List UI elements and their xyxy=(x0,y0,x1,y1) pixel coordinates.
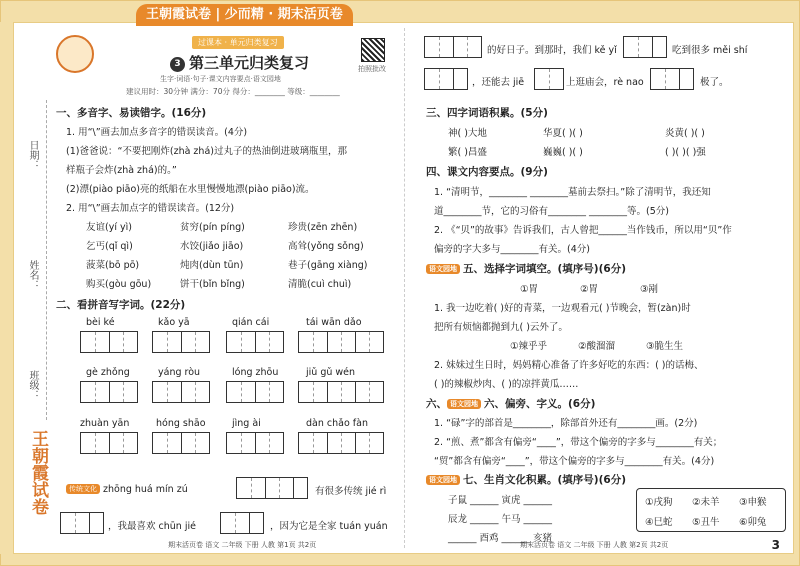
s6q2b: “贸”都含有偏旁“____”，带这个偏旁的字多与________有关。(4分) xyxy=(434,456,715,467)
writing-grid[interactable] xyxy=(60,512,104,534)
side-name-label: 姓名： xyxy=(27,260,38,290)
pinyin-label: zhuàn yān xyxy=(80,418,130,429)
writing-grid[interactable] xyxy=(298,432,384,454)
tradition-tag: 传统文化 xyxy=(66,484,100,494)
writing-grid[interactable] xyxy=(226,381,284,403)
reading-item: 高耸(yǒng sǒng) xyxy=(288,241,364,252)
zodiac-row: ______ 酉鸡 ______ 亥猪 xyxy=(448,533,553,544)
s6-title: 六、偏旁、字义。(6分) xyxy=(484,398,596,410)
page-number: 3 xyxy=(771,538,780,552)
pinyin-label: qián cái xyxy=(232,317,270,328)
s5q1b: 把所有烦恼都抛到九( )云外了。 xyxy=(434,322,568,333)
brand-calligraphy: 王朝霞试卷 xyxy=(28,430,48,515)
section-2-heading: 二、看拼音写字词。(22分) xyxy=(56,299,186,311)
writing-grid[interactable] xyxy=(298,331,384,353)
zodiac-row: 辰龙 ______ 午马 ______ xyxy=(448,514,553,525)
q1-a2: 样瓶子会炸(zhà zhá)的。” xyxy=(66,165,177,176)
r0b3: 极了。 xyxy=(700,77,729,88)
idiom-item: ( )( )( )强 xyxy=(665,147,706,158)
writing-grid[interactable] xyxy=(424,68,468,90)
q2-prompt: 2. 用“\”画去加点字的错误读音。(12分) xyxy=(66,203,235,214)
s5q2b: ( )的辣椒炒肉、( )的凉拌黄瓜…… xyxy=(434,379,579,390)
option: ⑥卯兔 xyxy=(739,517,767,528)
r0a2: 吃到很多 měi shí xyxy=(672,45,748,56)
s4q1b: 道________节，它的习俗有________ ________等。(5分) xyxy=(434,206,669,217)
s4q1: 1. “清明节，________ ________墓前去祭扫。”除了清明节，我还知 xyxy=(434,187,711,198)
pinyin-label: bèi ké xyxy=(86,317,115,328)
page-title xyxy=(170,52,309,73)
s6-title-pre: 六、 xyxy=(426,398,447,410)
reading-item: 炖肉(dùn tūn) xyxy=(180,260,244,271)
pinyin-label: jìng ài xyxy=(232,418,261,429)
r0b: ，还能去 jiē xyxy=(472,77,525,88)
pinyin-label: lóng zhōu xyxy=(232,367,279,378)
section-6-heading xyxy=(426,396,595,411)
s4q2: 2. 《“贝”的故事》告诉我们，古人曾把______当作钱币，所以用“贝”作 xyxy=(434,225,732,236)
writing-grid[interactable] xyxy=(226,331,284,353)
q1-b: (2)漂(piào piāo)亮的纸船在水里慢慢地漂(piào piāo)流。 xyxy=(66,184,315,195)
option: ②酸溜溜 xyxy=(578,341,616,352)
q1-prompt: 1. 用“\”画去加点多音字的错误读音。(4分) xyxy=(66,127,248,138)
idiom-item: 神( )大地 xyxy=(448,128,487,139)
meta-line: 建议用时：30分钟 满分：70分 得分：________ 等级：________ xyxy=(126,87,340,96)
s7-tag: 语文园地 xyxy=(426,475,460,485)
option: ③脆生生 xyxy=(646,341,684,352)
option: ③申猴 xyxy=(739,497,767,508)
r0a: 的好日子。到那时，我们 kě yǐ xyxy=(487,45,617,56)
pinyin-label: gè zhǒng xyxy=(86,367,130,378)
zodiac-row: 子鼠 ______ 寅虎 ______ xyxy=(448,495,553,506)
section-4-heading: 四、课文内容要点。(9分) xyxy=(426,166,548,178)
writing-grid[interactable] xyxy=(152,331,210,353)
s6q1: 1. “碌”字的部首是________，除部首外还有________画。(2分) xyxy=(434,418,698,429)
tradition-after: 有很多传统 jié rì xyxy=(315,486,387,497)
section-1-heading: 一、多音字、易读错字。(16分) xyxy=(56,107,207,119)
q1-a: (1)爸爸说：“不要把刚炸(zhà zhá)过丸子的热油倒进玻璃瓶里，那 xyxy=(66,146,347,157)
title-text: 第三单元归类复习 xyxy=(189,54,310,72)
option: ①辣乎乎 xyxy=(510,341,548,352)
idiom-item: 华夏( )( ) xyxy=(543,128,583,139)
side-date-label: 日期： xyxy=(27,140,38,170)
tradition-line xyxy=(66,484,188,495)
tradition-pinyin: zhōng huá mín zú xyxy=(103,484,188,495)
section-5-heading xyxy=(426,261,626,276)
pinyin-label: hóng shāo xyxy=(156,418,206,429)
pinyin-label: yáng ròu xyxy=(158,367,201,378)
reading-item: 饼干(bǐn bǐng) xyxy=(180,279,245,290)
s4q2b: 偏旁的字大多与________有关。(4分) xyxy=(434,244,590,255)
writing-grid[interactable] xyxy=(220,512,264,534)
reading-item: 珍贵(zēn zhēn) xyxy=(288,222,358,233)
last-line: ，我最喜欢 chūn jié xyxy=(108,521,196,532)
writing-grid[interactable] xyxy=(650,68,694,90)
pinyin-label: kǎo yā xyxy=(158,317,190,328)
section-7-heading xyxy=(426,472,626,487)
reading-item: 乞丐(qǐ qì) xyxy=(86,241,133,252)
writing-grid[interactable] xyxy=(152,381,210,403)
option: ①戌狗 xyxy=(645,497,673,508)
writing-grid[interactable] xyxy=(534,68,564,90)
reading-item: 贫穷(pín píng) xyxy=(180,222,245,233)
idiom-item: 繁( )昌盛 xyxy=(448,147,487,158)
reading-item: 清脆(cuì chuì) xyxy=(288,279,352,290)
reading-item: 友谊(yí yì) xyxy=(86,222,132,233)
qr-code-icon xyxy=(361,38,385,62)
writing-grid[interactable] xyxy=(424,36,482,58)
r0b2: 上逛庙会，rè nao xyxy=(566,77,644,88)
qr-label: 拍照批改 xyxy=(358,65,386,73)
s5-tag: 语文园地 xyxy=(426,264,460,274)
s5q2: 2. 妹妹过生日时，妈妈精心准备了许多好吃的东西：( )的话梅、 xyxy=(434,360,704,371)
writing-grid[interactable] xyxy=(298,381,384,403)
title-number: 3 xyxy=(170,57,185,72)
brand-banner: 王朝霞试卷 | 少而精 · 期末活页卷 xyxy=(136,4,353,26)
writing-grid[interactable] xyxy=(80,381,138,403)
writing-grid[interactable] xyxy=(80,432,138,454)
left-strip xyxy=(0,22,13,554)
s6-tag: 语文园地 xyxy=(447,399,481,409)
option: ④巳蛇 xyxy=(645,517,673,528)
right-footer: 期末活页卷 语文 二年级 下册 人教 第2页 共2页 xyxy=(520,541,669,549)
idiom-item: 炎黄( )( ) xyxy=(665,128,705,139)
idiom-item: 巍巍( )( ) xyxy=(543,147,583,158)
brand-logo xyxy=(56,35,96,75)
reading-item: 购买(gòu gōu) xyxy=(86,279,152,290)
last-after: ，因为它是全家 tuán yuán xyxy=(270,521,388,532)
s5q1: 1. 我一边吃着( )好的青菜，一边观看元( )节晚会，暂(zàn)时 xyxy=(434,303,691,314)
subtitle: 生字·词语·句子·课文内容要点·语文园地 xyxy=(160,75,281,83)
cut-line xyxy=(46,100,47,420)
option: ①胃 xyxy=(520,284,539,295)
option: ②未羊 xyxy=(692,497,720,508)
writing-grid[interactable] xyxy=(226,432,284,454)
section-tab: 过课本 · 单元归类复习 xyxy=(192,36,284,49)
pinyin-label: jiǔ gǔ wén xyxy=(306,367,356,378)
pinyin-label: tái wān dǎo xyxy=(306,317,362,328)
section-3-heading: 三、四字词语积累。(5分) xyxy=(426,107,548,119)
option: ③剐 xyxy=(640,284,659,295)
writing-grid[interactable] xyxy=(152,432,210,454)
writing-grid[interactable] xyxy=(623,36,667,58)
pinyin-label: dàn chǎo fàn xyxy=(306,418,368,429)
option: ②胃 xyxy=(580,284,599,295)
column-divider xyxy=(404,28,405,548)
reading-item: 菠菜(bō pō) xyxy=(86,260,140,271)
writing-grid[interactable] xyxy=(236,477,308,499)
s7-title: 七、生肖文化积累。(填序号)(6分) xyxy=(463,474,627,486)
option: ⑤丑牛 xyxy=(692,517,720,528)
writing-grid[interactable] xyxy=(80,331,138,353)
side-class-label: 班级： xyxy=(27,370,38,400)
s6q2: 2. “煎、煮”都含有偏旁“____”，带这个偏旁的字多与________有关； xyxy=(434,437,723,448)
reading-item: 巷子(gāng xiàng) xyxy=(288,260,368,271)
s5-title: 五、选择字词填空。(填序号)(6分) xyxy=(463,263,627,275)
left-footer: 期末活页卷 语文 二年级 下册 人教 第1页 共2页 xyxy=(168,541,317,549)
reading-item: 水饺(jiǎo jiāo) xyxy=(180,241,244,252)
